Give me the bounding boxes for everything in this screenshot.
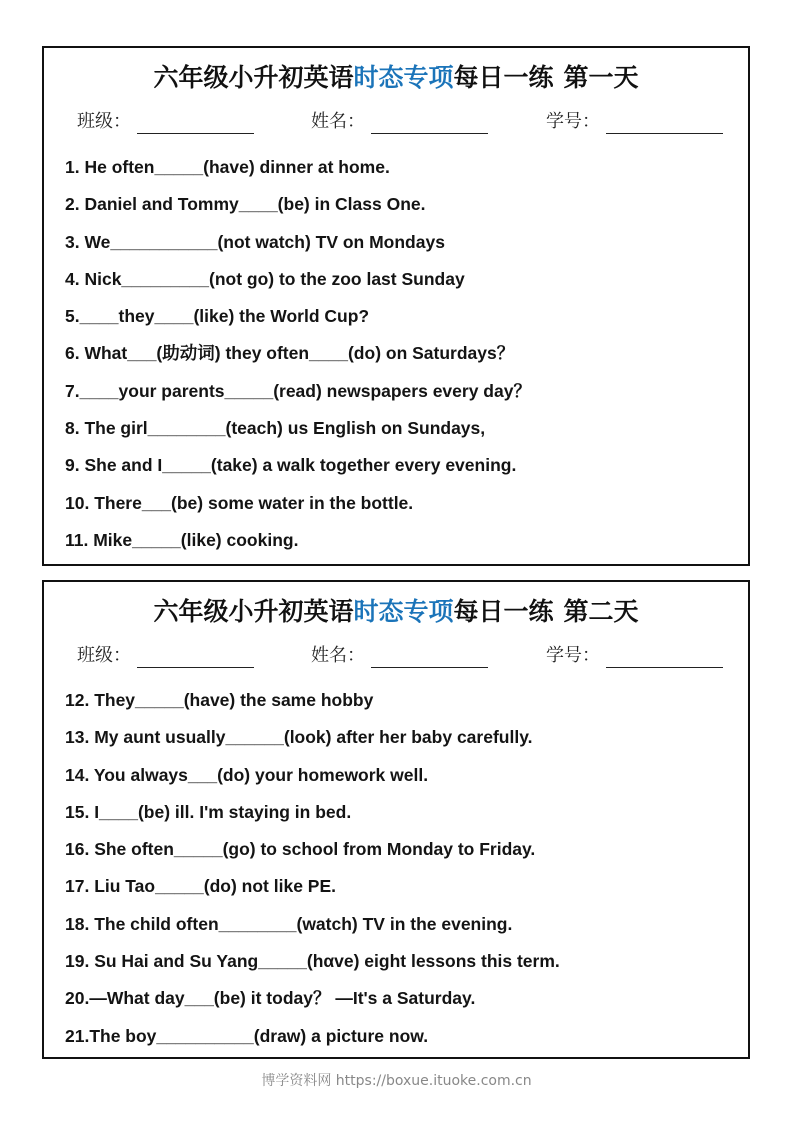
title-prefix: 六年级小升初英语 [153,597,354,626]
name-field [311,644,488,668]
question-item: 11. Mike_____(like) cooking. [65,529,299,550]
title-day: 第一天 [563,63,639,92]
question-list [65,688,738,1061]
class-field [77,644,254,668]
name-blank[interactable] [371,113,488,134]
name-label: 姓名： [311,111,365,132]
question-item: 13. My aunt usually______(look) after her baby carefully. [65,727,533,748]
worksheet-title [44,60,748,96]
student-id-blank[interactable] [606,647,723,668]
question-item: 7.____your parents_____(read) newspapers every day？ [65,380,531,401]
student-id-label: 学号： [546,645,600,666]
question-item: 18. The child often________(watch) TV in the evening. [65,913,513,934]
student-id-field [546,110,723,134]
title-day: 第二天 [563,597,639,626]
name-field [311,110,488,134]
student-info-row [44,110,748,136]
worksheet-title [44,594,748,630]
question-item: 21.The boy__________(draw) a picture now. [65,1025,429,1046]
worksheet-day-2 [42,580,750,1059]
class-label: 班级： [77,111,131,132]
question-item: 1. He often_____(have) dinner at home. [65,157,390,177]
class-blank[interactable] [137,113,254,134]
title-suffix: 每日一练 [453,63,554,92]
question-item: 16. She often_____(go) to school from Monday to Friday. [65,839,536,860]
question-item: 12. They_____(have) the same hobby [65,690,374,710]
question-item: 9. She and I_____(take) a walk together every evening. [65,455,517,476]
title-suffix: 每日一练 [453,597,554,626]
question-item: 14. You always___(do) your homework well. [65,764,429,785]
name-blank[interactable] [371,647,488,668]
student-id-field [546,644,723,668]
question-item: 3. We___________(not watch) TV on Mondays [65,231,445,252]
worksheet-day-1 [42,46,750,566]
title-prefix: 六年级小升初英语 [153,63,354,92]
name-label: 姓名： [311,645,365,666]
question-item: 6. What___(助动词) they often____(do) on Saturdays？ [65,343,515,364]
question-item: 8. The girl________(teach) us English on Sundays, [65,418,486,439]
class-blank[interactable] [137,647,254,668]
question-item: 15. I____(be) ill. I'm staying in bed. [65,801,352,822]
question-list [65,155,738,565]
question-item: 10. There___(be) some water in the bottle. [65,492,414,513]
question-item: 17. Liu Tao_____(do) not like PE. [65,876,336,897]
question-item: 5.____they____(like) the World Cup? [65,306,370,327]
class-label: 班级： [77,645,131,666]
question-item: 19. Su Hai and Su Yang_____(hαve) eight lessons this term. [65,951,560,972]
student-id-label: 学号： [546,111,600,132]
question-item: 4. Nick_________(not go) to the zoo last Sunday [65,268,465,289]
title-highlight: 时态专项 [353,597,454,626]
question-item: 2. Daniel and Tommy____(be) in Class One. [65,194,426,215]
student-info-row [44,644,748,670]
student-id-blank[interactable] [606,113,723,134]
class-field [77,110,254,134]
question-item: 20.—What day___(be) it today？ —It's a Saturday. [65,988,476,1009]
footer-watermark: 博学资料网 https://boxue.ituoke.com.cn [261,1073,532,1089]
title-highlight: 时态专项 [353,63,454,92]
